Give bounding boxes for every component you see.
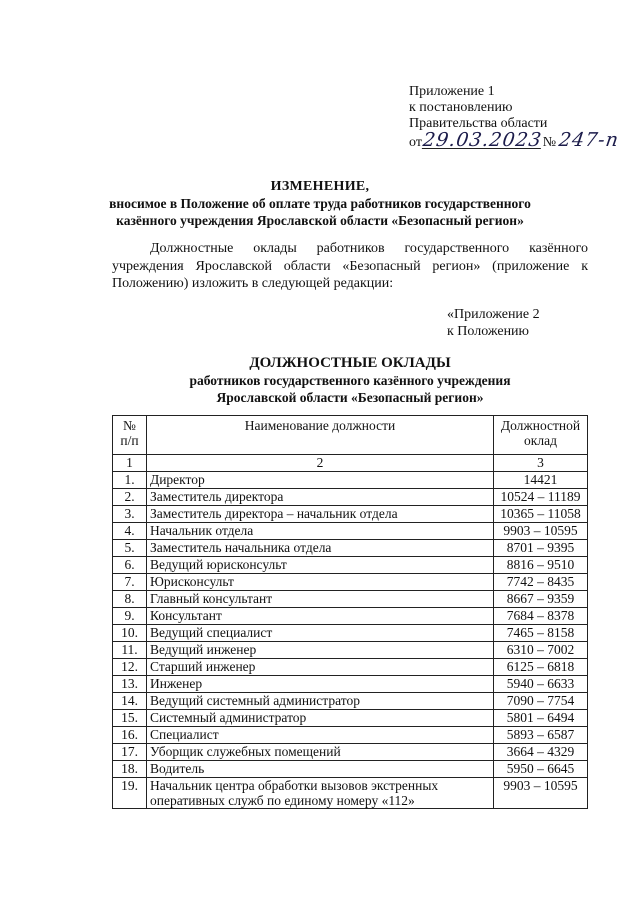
salary-range: 5893 – 6587	[494, 727, 588, 744]
table-row	[113, 489, 588, 506]
row-number: 14.	[113, 693, 147, 710]
position-name: Начальник отдела	[147, 523, 494, 540]
row-number: 9.	[113, 608, 147, 625]
position-name: Консультант	[147, 608, 494, 625]
position-name: Уборщик служебных помещений	[147, 744, 494, 761]
position-name: Заместитель директора	[147, 489, 494, 506]
header-num	[113, 416, 147, 455]
salary-range: 6125 – 6818	[494, 659, 588, 676]
table-row	[113, 472, 588, 489]
index-cell-3: 3	[494, 455, 588, 472]
salary-range: 8816 – 9510	[494, 557, 588, 574]
table-row	[113, 778, 588, 809]
position-name: Директор	[147, 472, 494, 489]
row-number: 15.	[113, 710, 147, 727]
position-name: Старший инженер	[147, 659, 494, 676]
table-row	[113, 608, 588, 625]
position-name: Ведущий юрисконсульт	[147, 557, 494, 574]
salaries-subtitle-1: работников государственного казённого учреждения	[189, 373, 511, 388]
annex2-line-2: к Положению	[447, 324, 530, 339]
position-name: Заместитель начальника отдела	[147, 540, 494, 557]
salary-range: 3664 – 4329	[494, 744, 588, 761]
index-cell-1: 1	[113, 455, 147, 472]
change-heading: ИЗМЕНЕНИЕ,	[270, 179, 370, 194]
row-number: 7.	[113, 574, 147, 591]
header-salary	[494, 416, 588, 455]
salary-range: 7090 – 7754	[494, 693, 588, 710]
handwritten-date: 29.03.2023	[421, 129, 544, 151]
table-row	[113, 574, 588, 591]
index-cell-2: 2	[147, 455, 494, 472]
position-name: Специалист	[147, 727, 494, 744]
table-row	[113, 591, 588, 608]
row-number: 13.	[113, 676, 147, 693]
row-number: 16.	[113, 727, 147, 744]
position-name: Юрисконсульт	[147, 574, 494, 591]
position-name: Системный администратор	[147, 710, 494, 727]
salaries-title	[112, 354, 588, 406]
handwritten-number: 247-п	[557, 129, 621, 151]
salary-range: 10365 – 11058	[494, 506, 588, 523]
table-row	[113, 744, 588, 761]
row-number: 12.	[113, 659, 147, 676]
annex-line-1: Приложение 1	[409, 84, 495, 99]
table-row	[113, 710, 588, 727]
table-row	[113, 625, 588, 642]
table-row	[113, 506, 588, 523]
header-salary-line-1: Должностной	[500, 418, 581, 433]
table-row	[113, 557, 588, 574]
salary-range: 9903 – 10595	[494, 778, 588, 809]
body-paragraph: Должностные оклады работников государственного казённого учреждения Ярославской области «Безопасный регион» (приложение к Положению) изложить в следующей редакции:	[112, 241, 588, 291]
annex-date-line	[409, 129, 621, 151]
from-label: от	[409, 135, 422, 150]
salary-range: 6310 – 7002	[494, 642, 588, 659]
header-position: Наименование должности	[147, 416, 494, 455]
number-label: №	[542, 135, 557, 150]
header-num-line-2: п/п	[120, 433, 139, 448]
position-name: Заместитель директора – начальник отдела	[147, 506, 494, 523]
salary-range: 7465 – 8158	[494, 625, 588, 642]
salary-range: 7684 – 8378	[494, 608, 588, 625]
salary-range: 8667 – 9359	[494, 591, 588, 608]
annex-block	[409, 84, 619, 151]
annex-line-3: Правительства области	[409, 116, 548, 131]
change-subtitle-1: вносимое в Положение об оплате труда работников государственного	[109, 196, 531, 211]
table-row	[113, 676, 588, 693]
change-subtitle-2: казённого учреждения Ярославской области «Безопасный регион»	[116, 213, 524, 228]
header-num-line-1: №	[123, 418, 136, 433]
salary-range: 7742 – 8435	[494, 574, 588, 591]
table-row	[113, 659, 588, 676]
salary-range: 5801 – 6494	[494, 710, 588, 727]
position-name: Главный консультант	[147, 591, 494, 608]
row-number: 10.	[113, 625, 147, 642]
row-number: 6.	[113, 557, 147, 574]
table-header-row	[113, 416, 588, 455]
salary-range: 5950 – 6645	[494, 761, 588, 778]
table-row	[113, 727, 588, 744]
row-number: 8.	[113, 591, 147, 608]
row-number: 11.	[113, 642, 147, 659]
row-number: 19.	[113, 778, 147, 809]
salaries-subtitle-2: Ярославской области «Безопасный регион»	[216, 390, 484, 405]
table-row	[113, 693, 588, 710]
position-name: Инженер	[147, 676, 494, 693]
row-number: 5.	[113, 540, 147, 557]
row-number: 2.	[113, 489, 147, 506]
row-number: 3.	[113, 506, 147, 523]
position-name: Ведущий специалист	[147, 625, 494, 642]
header-salary-line-2: оклад	[524, 433, 557, 448]
change-title	[60, 178, 580, 229]
column-index-row	[113, 455, 588, 472]
salary-table	[112, 415, 588, 809]
annex2-block	[447, 306, 540, 340]
row-number: 18.	[113, 761, 147, 778]
salary-range: 8701 – 9395	[494, 540, 588, 557]
table-row	[113, 642, 588, 659]
row-number: 17.	[113, 744, 147, 761]
row-number: 1.	[113, 472, 147, 489]
annex2-line-1: «Приложение 2	[447, 307, 540, 322]
position-name: Ведущий системный администратор	[147, 693, 494, 710]
body-paragraph-block	[112, 240, 588, 293]
table-row	[113, 523, 588, 540]
position-name: Водитель	[147, 761, 494, 778]
salary-range: 14421	[494, 472, 588, 489]
salaries-heading: ДОЛЖНОСТНЫЕ ОКЛАДЫ	[249, 355, 451, 371]
salary-range: 9903 – 10595	[494, 523, 588, 540]
position-name: Начальник центра обработки вызовов экстренных оперативных служб по единому номеру «112»	[147, 778, 494, 809]
position-name: Ведущий инженер	[147, 642, 494, 659]
row-number: 4.	[113, 523, 147, 540]
salary-range: 10524 – 11189	[494, 489, 588, 506]
salary-range: 5940 – 6633	[494, 676, 588, 693]
table-row	[113, 540, 588, 557]
table-row	[113, 761, 588, 778]
annex-line-2: к постановлению	[409, 100, 513, 115]
